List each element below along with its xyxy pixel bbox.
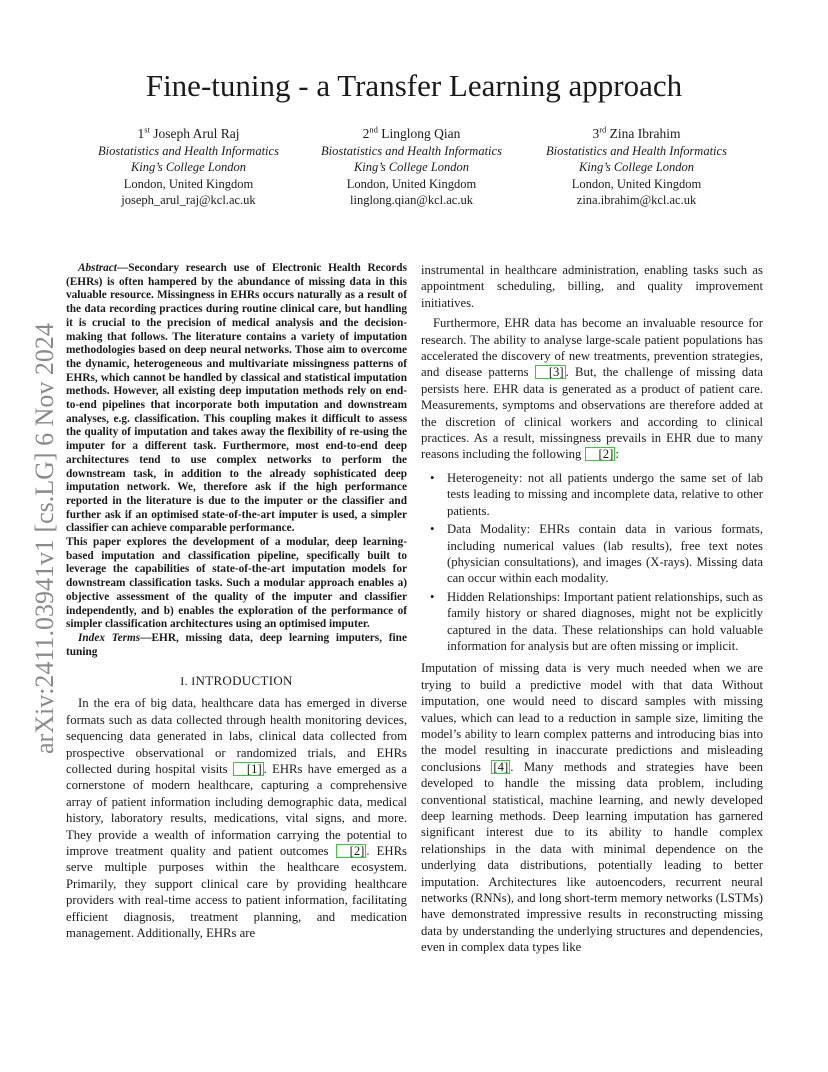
citation-link[interactable]: [1]	[233, 762, 264, 776]
author-email[interactable]: joseph_arul_raj@kcl.ac.uk	[121, 193, 256, 207]
abstract-paragraph-1: Abstract—Secondary research use of Electronic Health Records (EHRs) is often hampered by the abundance of missing data in this valuable resource. Missingness in EHRs occurs naturally as a result of the data recording practices during routine clinical care, but handling it is crucial to the precision of medical analysis and the decision-making that follows. The literature contains a variety of imputation methodologies based on deep neural networks. Those aim to overcome the dynamic, heterogeneous and multivariate missingness patterns of EHRs, which cannot be handled by classical and statistical imputation methods. However, all existing deep imputation methods rely on end-to-end pipelines that incorporate both imputation and downstream analyses, e.g. classification. This coupling makes it difficult to assess the quality of imputation and takes away the flexibility of re-using the imputer for a different task. Furthermore, most end-to-end deep architectures tend to use complex networks to perform the downstream task, in addition to the already sophisticated deep imputation network. We, therefore ask if the high performance reported in the literature is due to the imputer or the classifier and further ask if an optimised state-of-the-art imputer is used, a simpler classifier can achieve comparable performance.	[66, 262, 407, 535]
abstract-paragraph-2: This paper explores the development of a modular, deep learning-based imputation and classification pipeline, specifically built to leverage the capabilities of state-of-the-art imputation models for downstream classification tasks. Such a modular approach enables a) objective assessment of the quality of the imputer and classifier independently, and b) enables the exploration of the performance of simpler classification architectures using an optimised imputer.	[66, 536, 407, 631]
intro-paragraph: In the era of big data, healthcare data has emerged in diverse formats such as data collected through health monitoring devices, sequencing data generated in labs, clinical data collected from prospective observational or randomized trials, and EHRs collected during hospital visits [1] . EHRs have emerged as a cornerstone of modern healthcare, capturing a comprehensive array of patient information including demographic data, medical history, laboratory results, medications, vital signs, and more. They provide a wealth of information carrying the potential to improve treatment quality and patient outcomes [2] . EHRs serve multiple purposes within the healthcare ecosystem. Primarily, they support clinical care by providing healthcare providers with real-time access to patient information, facilitating efficient diagnosis, treatment planning, and medication management. Additionally, EHRs are	[66, 696, 407, 941]
author-email[interactable]: linglong.qian@kcl.ac.uk	[350, 193, 473, 207]
bullet-list	[421, 470, 763, 654]
author-institution: King’s College London	[353, 160, 470, 174]
author-block-2	[299, 126, 524, 209]
bullet-icon: •	[430, 470, 435, 485]
citation-link[interactable]: [4]	[493, 759, 509, 774]
list-item: • Hidden Relationships: Important patient relationships, such as family history or shared diagnoses, might not be explicitly captured in the data. These relationships can hold valuable information for analysis but are often missing or implicit.	[430, 589, 763, 653]
body-paragraph: instrumental in healthcare administration, enabling tasks such as appointment scheduling, billing, and quality improvement initiatives.	[421, 263, 763, 310]
body-paragraph: Furthermore, EHR data has become an invaluable resource for research. The ability to analyse large-scale patient populations has accelerated the discovery of new treatments, prevention strategies, and disease patterns [3] . But, the challenge of missing data persists here. EHR data is generated as a product of patient care. Measurements, symptoms and observations are therefore added at the discretion of clinical workers and according to clinical practices. As a result, missingness prevails in EHR due to many reasons including the following [2] :	[421, 316, 763, 462]
author-block-3	[524, 126, 749, 209]
author-location: London, United Kingdom	[571, 176, 702, 191]
author-institution: King’s College London	[130, 160, 247, 174]
list-item: • Data Modality: EHRs contain data in various formats, including numerical values (lab results), free text notes (physician consultations), and images (X-rays). Missing data can occur within each modality.	[430, 522, 763, 586]
author-email[interactable]: zina.ibrahim@kcl.ac.uk	[576, 193, 697, 207]
bullet-icon: •	[430, 522, 435, 537]
author-name: 1st Joseph Arul Raj	[137, 124, 240, 141]
author-department: Biostatistics and Health Informatics	[321, 143, 502, 158]
bullet-icon: •	[430, 589, 435, 604]
citation-link[interactable]: [2]	[585, 447, 616, 461]
section-heading: I. INTRODUCTION	[180, 673, 293, 689]
paper-title: Fine-tuning - a Transfer Learning approach	[145, 68, 683, 103]
author-institution: King’s College London	[578, 160, 695, 174]
author-location: London, United Kingdom	[123, 176, 254, 191]
author-department: Biostatistics and Health Informatics	[98, 143, 279, 158]
citation-link[interactable]: [2]	[336, 844, 367, 858]
list-item: • Heterogeneity: not all patients undergo the same set of lab tests leading to missing and incomplete data, relative to other patients.	[430, 470, 763, 518]
author-department: Biostatistics and Health Informatics	[546, 143, 727, 158]
index-terms: Index Terms—EHR, missing data, deep learning imputers, fine tuning	[66, 631, 407, 658]
author-location: London, United Kingdom	[346, 176, 477, 191]
right-column	[421, 262, 763, 956]
citation-link[interactable]: [3]	[535, 365, 566, 379]
author-name: 3rd Zina Ibrahim	[592, 124, 681, 141]
left-column	[66, 262, 407, 941]
author-name: 2nd Linglong Qian	[362, 124, 461, 141]
author-block-1	[76, 126, 301, 209]
arxiv-watermark: arXiv:2411.03941v1 [cs.LG] 6 Nov 2024	[30, 323, 59, 754]
body-paragraph: Imputation of missing data is very much needed when we are trying to build a predictive model with that data Without imputation, one would need to discard samples with missing values, which can lead to a reduction in sample size, limiting the model’s ability to learn complex patterns and introducing bias into the model resulting in inaccurate predictions and misleading conclusions [4] . Many methods and strategies have been developed to handle the missing data problem, including conventional statistical, machine learning, and newly developed deep learning methods. Deep learning imputation has garnered significant interest due to its ability to handle complex relationships in the data with minimal dependence on the underlying data distributions, potentially leading to better imputation. Architectures like autoencoders, recurrent neural networks (RNNs), and long short-term memory networks (LSTMs) have demonstrated impressive results in reconstructing missing data by understanding the underlying structures and dependencies, even in complex data types like	[421, 661, 763, 955]
